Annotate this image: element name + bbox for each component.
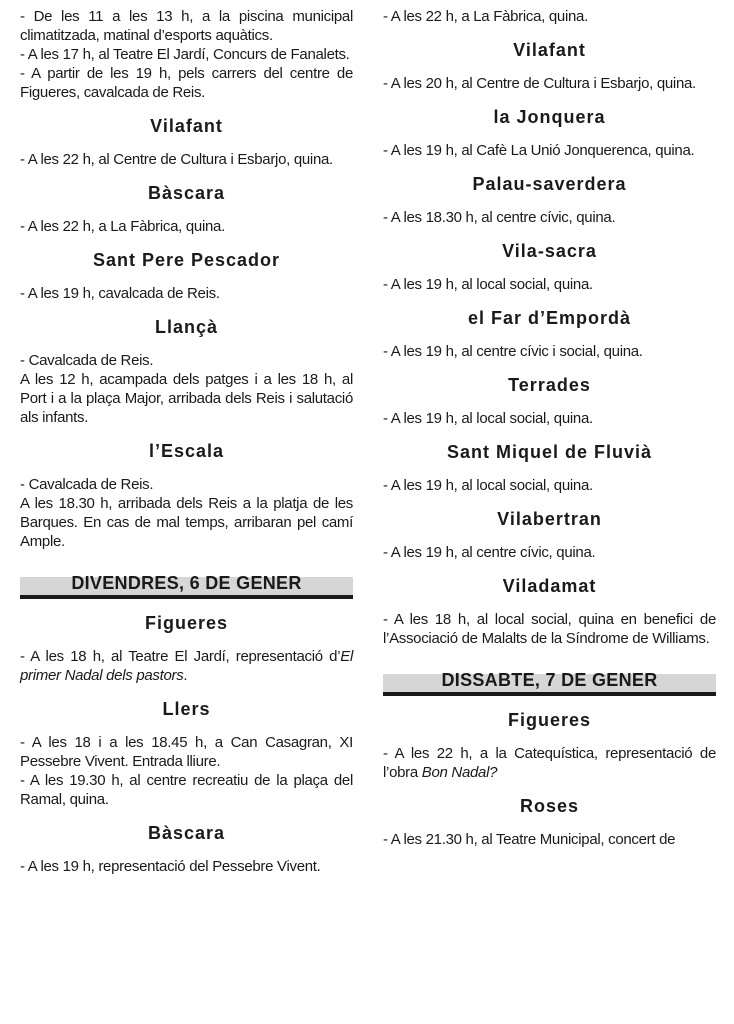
day-header-label: DISSABTE, 7 DE GENER: [441, 670, 658, 690]
event-item: A les 12 h, acampada dels patges i a les 18 h, al Port i a la plaça Major, arribada dels Reis i salutació als infants.: [20, 371, 353, 426]
place-heading-vila-sacra: Vila-sacra: [502, 241, 597, 261]
event-item: - A les 20 h, al Centre de Cultura i Esbarjo, quina.: [383, 75, 696, 92]
event-item: - A partir de les 19 h, pels carrers del centre de Figueres, cavalcada de Reis.: [20, 65, 353, 101]
place-heading-sant-miquel-de-fluvia: Sant Miquel de Fluvià: [446, 442, 653, 462]
place-heading-vilafant: Vilafant: [513, 40, 586, 60]
event-item: - A les 22 h, al Centre de Cultura i Esbarjo, quina.: [20, 151, 333, 168]
event-item: - A les 22 h, a La Fàbrica, quina.: [20, 218, 225, 235]
event-item: - Cavalcada de Reis.: [20, 352, 154, 369]
event-item: A les 18.30 h, arribada dels Reis a la platja de les Barques. En cas de mal temps, arribaran pel camí Ample.: [20, 495, 353, 550]
event-item: - A les 18.30 h, al centre cívic, quina.: [383, 209, 616, 226]
event-item: - A les 18 h, al local social, quina en benefici de l’Associació de Malalts de la Síndrome de Williams.: [383, 611, 716, 647]
place-heading-llanca: Llançà: [154, 317, 219, 337]
event-item: - A les 19 h, al local social, quina.: [383, 477, 593, 494]
event-item: - A les 18 h, al Teatre El Jardí, representació d’El primer Nadal dels pastors.: [20, 648, 353, 684]
place-heading-roses: Roses: [519, 796, 580, 816]
place-heading-la-jonquera: la Jonquera: [493, 107, 606, 127]
play-title: Bon Nadal?: [421, 764, 498, 781]
event-item: - A les 19 h, al local social, quina.: [383, 410, 593, 427]
place-heading-viladamat: Viladamat: [502, 576, 597, 596]
day-header-divendres: [20, 571, 353, 599]
place-heading-bascara: Bàscara: [147, 183, 226, 203]
place-heading-lescala: l’Escala: [148, 441, 225, 461]
place-heading-figueres: Figueres: [144, 613, 229, 633]
left-column: [20, 7, 353, 876]
day-header-dissabte: [383, 668, 716, 696]
event-item: - A les 17 h, al Teatre El Jardí, Concurs de Fanalets.: [20, 46, 350, 63]
event-item: - A les 19 h, cavalcada de Reis.: [20, 285, 220, 302]
place-heading-figueres: Figueres: [507, 710, 592, 730]
event-item: - A les 19 h, al centre cívic, quina.: [383, 544, 596, 561]
event-item: - A les 22 h, a la Catequística, representació de l’obra Bon Nadal?: [383, 745, 716, 781]
right-column: [383, 7, 716, 849]
place-heading-bascara-2: Bàscara: [147, 823, 226, 843]
event-item: - A les 19 h, representació del Pessebre Vivent.: [20, 858, 321, 875]
event-item: - A les 19.30 h, al centre recreatiu de la plaça del Ramal, quina.: [20, 772, 353, 808]
event-item: - De les 11 a les 13 h, a la piscina municipal climatitzada, matinal d’esports aquàtics.: [20, 8, 353, 44]
place-heading-vilafant: Vilafant: [150, 116, 223, 136]
play-title: El primer Nadal dels pastors: [20, 648, 353, 684]
place-heading-vilabertran: Vilabertran: [497, 509, 602, 529]
event-item: - A les 18 i a les 18.45 h, a Can Casagran, XI Pessebre Vivent. Entrada lliure.: [20, 734, 353, 770]
place-heading-palau-saverdera: Palau-saverdera: [472, 174, 627, 194]
place-heading-llers: Llers: [162, 699, 211, 719]
place-heading-el-far-emporda: el Far d’Empordà: [467, 308, 632, 328]
event-item: - A les 21.30 h, al Teatre Municipal, concert de: [383, 831, 676, 848]
day-header-label: DIVENDRES, 6 DE GENER: [71, 573, 302, 593]
event-item: - A les 22 h, a La Fàbrica, quina.: [383, 8, 588, 25]
place-heading-terrades: Terrades: [508, 375, 591, 395]
place-heading-sant-pere-pescador: Sant Pere Pescador: [92, 250, 281, 270]
event-item: - A les 19 h, al local social, quina.: [383, 276, 593, 293]
event-item: - Cavalcada de Reis.: [20, 476, 154, 493]
event-item: - A les 19 h, al centre cívic i social, quina.: [383, 343, 643, 360]
event-item: - A les 19 h, al Cafè La Unió Jonquerenca, quina.: [383, 142, 695, 159]
